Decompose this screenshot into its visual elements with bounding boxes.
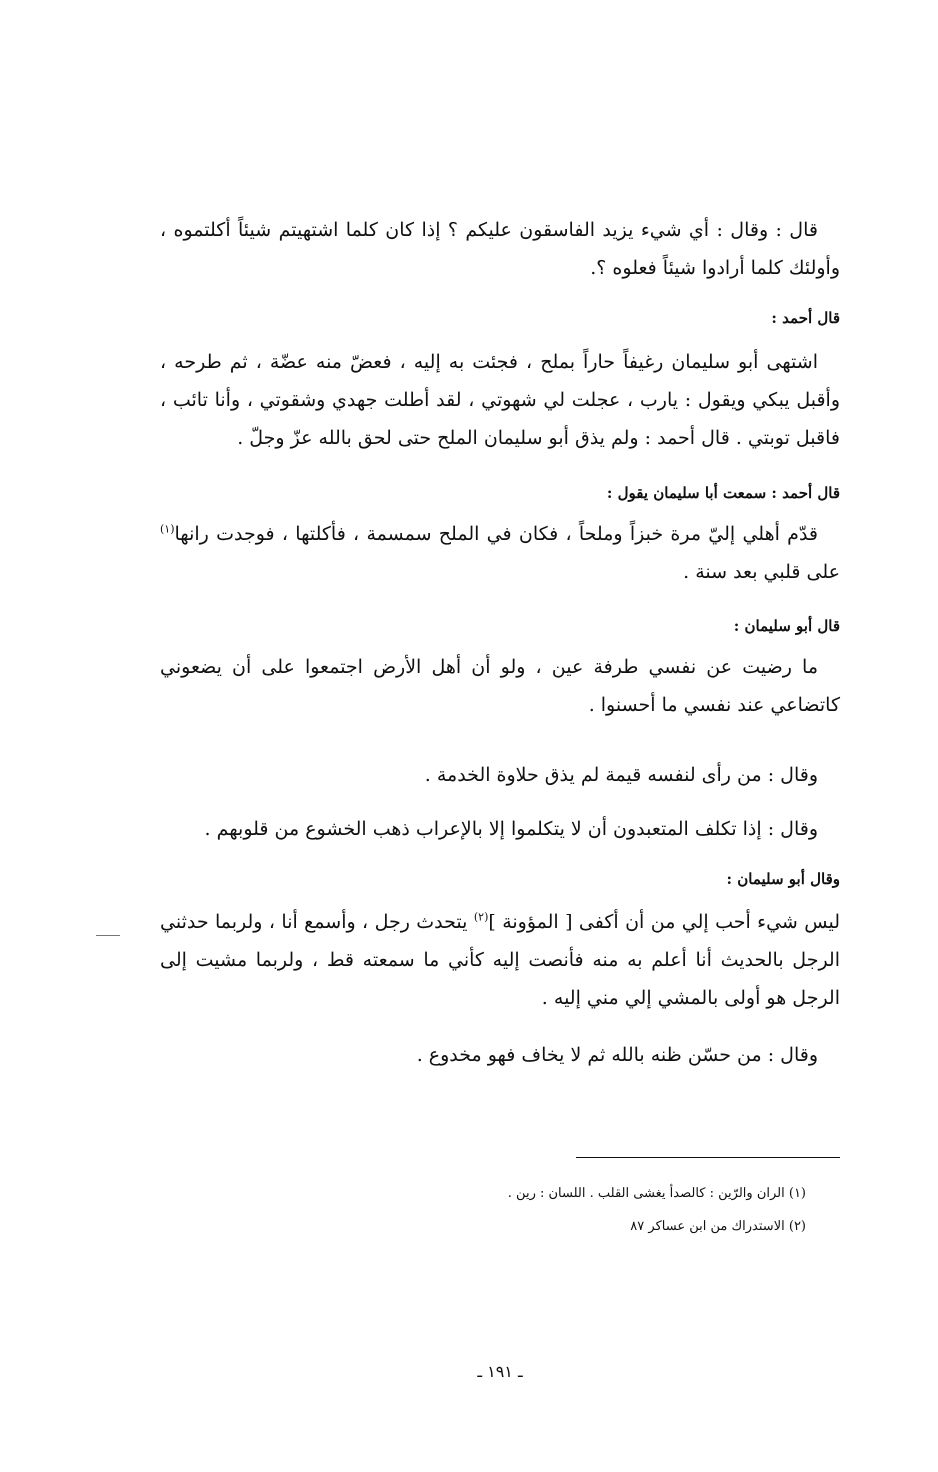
footnote-2: (٢) الاستدراك من ابن عساكر ٨٧ — [630, 1219, 806, 1234]
paragraph-6 — [160, 810, 840, 848]
paragraph-text — [160, 515, 840, 591]
paragraph-5 — [160, 756, 840, 794]
paragraph-text — [160, 903, 840, 1017]
paragraph-text: وقال : من رأى لنفسه قيمة لم يذق حلاوة الخدمة . — [424, 764, 818, 786]
paragraph-7 — [160, 903, 840, 1017]
paragraph-text: قال : وقال : أي شيء يزيد الفاسقون عليكم ؟ إذا كان كلما اشتهيتم شيئاً أكلتموه ، وأولئك كلما أرادوا شيئاً فعلوه ؟. — [160, 219, 840, 279]
paragraph-text-part: يتحدث رجل ، وأسمع أنا ، ولربما حدثني الرجل بالحديث أنا أعلم به منه فأنصت إليه كأني ما سمعته قط ، ولربما مشيت إلى الرجل هو أولى بالمشي إلي مني إليه . — [160, 911, 840, 1009]
paragraph-4 — [160, 648, 840, 724]
paragraph-text: اشتهى أبو سليمان رغيفاً حاراً بملح ، فجئت به إليه ، فعضّ منه عضّة ، ثم طرحه ، وأقبل يبكي ويقول : يارب ، عجلت لي شهوتي ، لقد أطلت جهدي وشقوتي ، وأنا تائب ، فاقبل توبتي . قال أحمد : ولم يذق أبو سليمان الملح حتى لحق بالله عزّ وجلّ . — [160, 351, 840, 449]
heading-ahmad-1 — [160, 305, 840, 331]
footnote-1: (١) الران والرّين : كالصدأ يغشى القلب . اللسان : رين . — [507, 1186, 806, 1201]
paragraph-text-part: ليس شيء أحب إلي من أن أكفى [ المؤونة ] — [488, 911, 840, 933]
section-heading: قال أحمد : سمعت أبا سليمان يقول : — [606, 484, 840, 502]
section-heading: وقال أبو سليمان : — [726, 870, 840, 888]
page-number: ـ ١٩١ ـ — [477, 1362, 523, 1381]
paragraph-text: ما رضيت عن نفسي طرفة عين ، ولو أن أهل الأرض اجتمعوا على أن يضعوني كاتضاعي عند نفسي ما أحسنوا . — [160, 656, 840, 716]
paragraph-text: وقال : إذا تكلف المتعبدون أن لا يتكلموا إلا بالإعراب ذهب الخشوع من قلوبهم . — [204, 818, 818, 840]
margin-mark — [96, 935, 120, 936]
footnote-divider — [576, 1157, 840, 1158]
section-heading: قال أبو سليمان : — [733, 617, 840, 635]
paragraph-text: وقال : من حسّن ظنه بالله ثم لا يخاف فهو مخدوع . — [416, 1044, 818, 1066]
paragraph-3 — [160, 515, 840, 591]
heading-ahmad-2 — [160, 480, 840, 506]
paragraph-2 — [160, 343, 840, 457]
paragraph-1 — [160, 211, 840, 287]
paragraph-text-part: قدّم أهلي إليّ مرة خبزاً وملحاً ، فكان في الملح سمسمة ، فأكلتها ، فوجدت رانها — [174, 523, 818, 545]
paragraph-text-part: على قلبي بعد سنة . — [683, 561, 840, 583]
footnote-marker-2[interactable]: (٢) — [473, 910, 489, 924]
footnote-marker-1[interactable]: (١) — [160, 522, 175, 536]
section-heading: قال أحمد : — [771, 309, 840, 327]
paragraph-8 — [160, 1036, 840, 1074]
heading-abu-sulayman-2 — [160, 866, 840, 892]
heading-abu-sulayman-1 — [160, 613, 840, 639]
